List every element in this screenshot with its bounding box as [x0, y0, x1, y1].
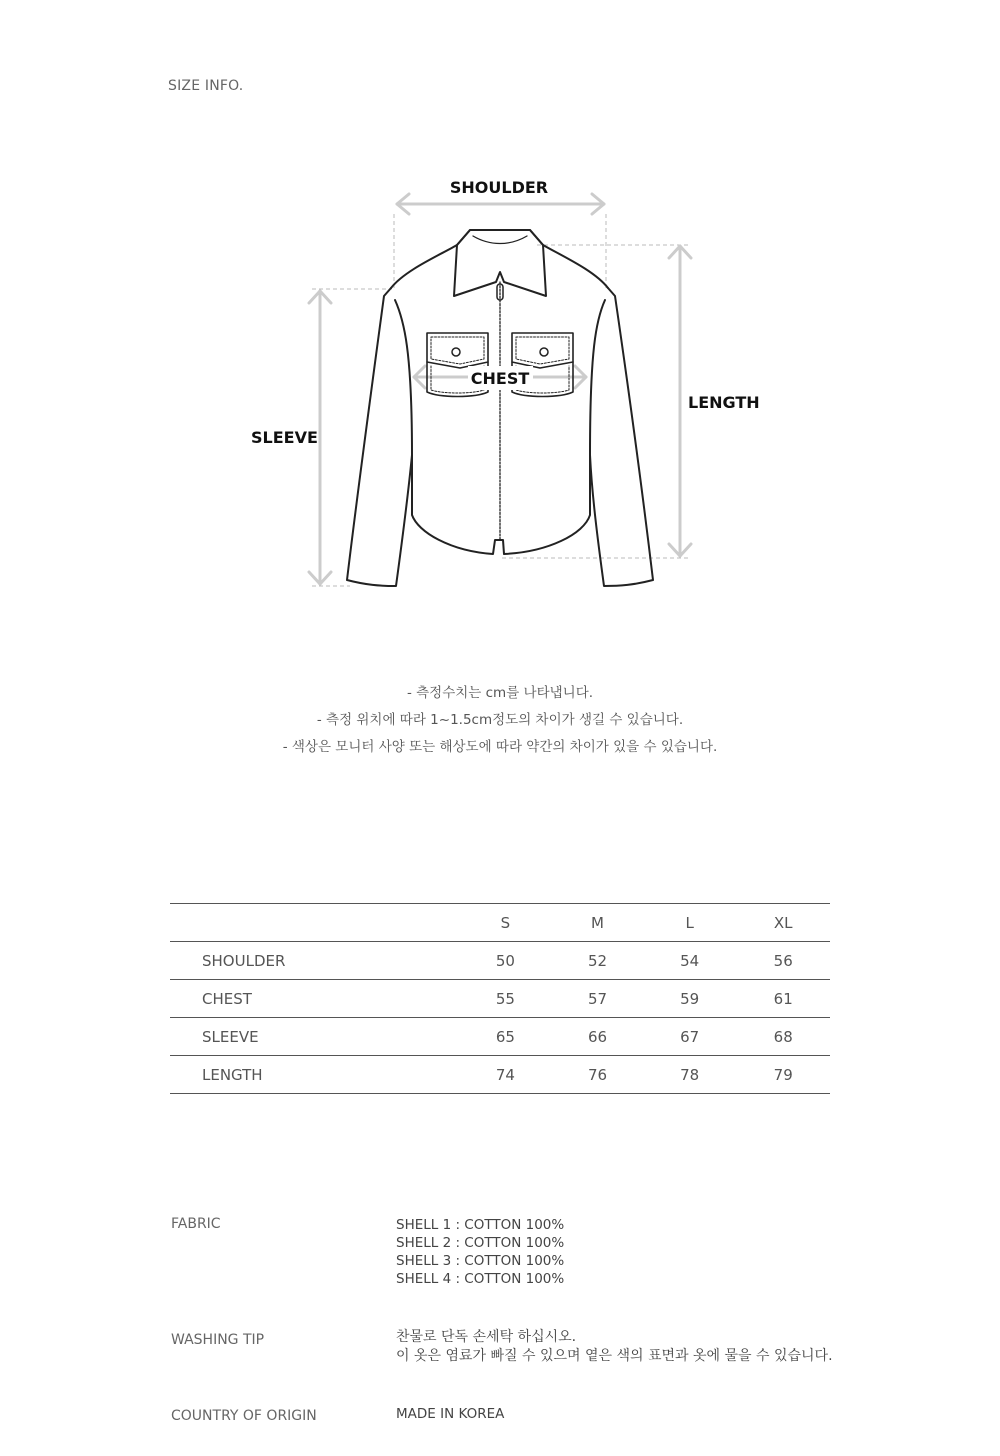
note-line: - 색상은 모니터 사양 또는 해상도에 따라 약간의 차이가 있을 수 있습니다.	[282, 739, 718, 755]
table-cell: 50	[459, 942, 553, 980]
table-cell: 56	[736, 942, 830, 980]
fabric-line: SHELL 2 : COTTON 100%	[396, 1235, 565, 1251]
size-header: M	[552, 904, 643, 942]
length-label: LENGTH	[688, 393, 760, 412]
section-title: SIZE INFO.	[168, 78, 244, 94]
table-cell: 54	[643, 942, 737, 980]
jacket-drawing	[347, 230, 653, 586]
note-line: - 측정수치는 cm를 나타냅니다.	[406, 685, 594, 701]
size-header: S	[459, 904, 553, 942]
table-cell: 66	[552, 1018, 643, 1056]
country-of-origin-value: MADE IN KOREA	[396, 1406, 505, 1422]
table-row	[170, 942, 830, 980]
size-table	[170, 903, 830, 1094]
size-header-row	[170, 904, 830, 942]
measurement-notes	[0, 680, 1000, 761]
size-header: XL	[736, 904, 830, 942]
table-row	[170, 1018, 830, 1056]
table-cell: 65	[459, 1018, 553, 1056]
table-cell: 67	[643, 1018, 737, 1056]
fabric-line: SHELL 3 : COTTON 100%	[396, 1253, 565, 1269]
shoulder-arrow	[397, 194, 604, 214]
size-diagram	[0, 0, 1000, 640]
table-row	[170, 1056, 830, 1094]
fabric-value	[396, 1216, 564, 1288]
fabric-label: FABRIC	[171, 1216, 221, 1232]
washing-tip-label: WASHING TIP	[171, 1332, 265, 1348]
table-cell: 79	[736, 1056, 830, 1094]
washing-tip-value	[396, 1328, 833, 1366]
note-line: - 측정 위치에 따라 1~1.5cm정도의 차이가 생길 수 있습니다.	[316, 712, 684, 728]
table-cell: 68	[736, 1018, 830, 1056]
sleeve-label: SLEEVE	[251, 428, 318, 447]
chest-label: CHEST	[470, 369, 530, 388]
fabric-line: SHELL 1 : COTTON 100%	[396, 1217, 565, 1233]
table-cell: 57	[552, 980, 643, 1018]
table-cell: 59	[643, 980, 737, 1018]
row-label: LENGTH	[170, 1056, 459, 1094]
table-cell: 74	[459, 1056, 553, 1094]
table-cell: 55	[459, 980, 553, 1018]
table-cell: 61	[736, 980, 830, 1018]
row-label: CHEST	[170, 980, 459, 1018]
washing-line: 찬물로 단독 손세탁 하십시오.	[396, 1329, 577, 1345]
shoulder-label: SHOULDER	[449, 178, 549, 197]
table-cell: 76	[552, 1056, 643, 1094]
guide-lines	[312, 214, 690, 586]
washing-line: 이 옷은 염료가 빠질 수 있으며 옅은 색의 표면과 옷에 물을 수 있습니다.	[396, 1348, 833, 1364]
header-blank	[170, 904, 459, 942]
table-cell: 52	[552, 942, 643, 980]
row-label: SLEEVE	[170, 1018, 459, 1056]
row-label: SHOULDER	[170, 942, 459, 980]
table-row	[170, 980, 830, 1018]
country-of-origin-label: COUNTRY OF ORIGIN	[171, 1408, 317, 1424]
fabric-line: SHELL 4 : COTTON 100%	[396, 1271, 565, 1287]
table-cell: 78	[643, 1056, 737, 1094]
size-header: L	[643, 904, 737, 942]
